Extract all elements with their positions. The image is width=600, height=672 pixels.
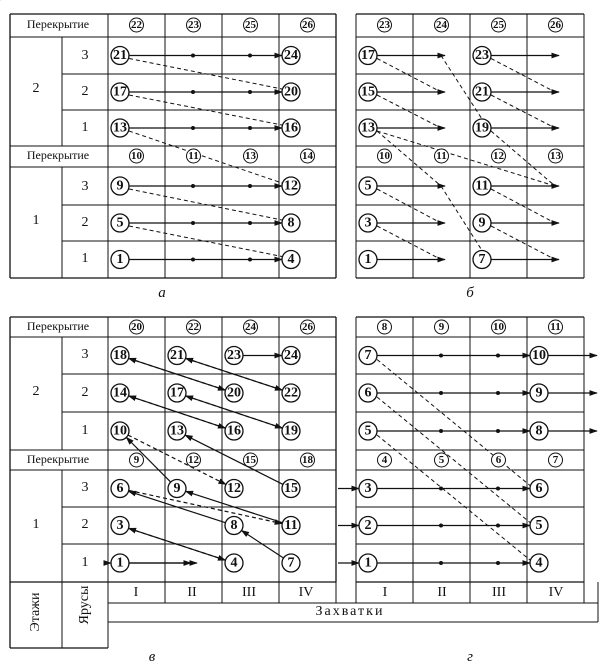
work-node-number-panel-a: 8 [287,215,295,231]
section-label-panel-v: I [133,585,139,601]
flow-dot-panel-g [496,429,500,433]
flow-dot-panel-a [191,90,195,94]
flow-dot-panel-g [496,354,500,358]
work-node-number-panel-g: 5 [535,518,543,534]
overlap-number-panel-v: 15 [245,454,256,467]
overlap-number-panel-v: 22 [188,321,199,334]
overlap-number-panel-v: 9 [133,454,140,467]
overlap-number-panel-g: 9 [438,321,445,334]
overlap-number-panel-v: 24 [245,321,256,334]
overlap-number-panel-b: 10 [379,150,390,163]
transfer-line-panel-a [129,131,282,183]
overlap-number-panel-g: 7 [552,454,559,467]
section-label-panel-g: II [437,585,447,601]
panel-v-tier-label: 1 [81,423,89,439]
overlap-number-panel-g: 8 [381,321,388,334]
overlap-number-panel-a: 10 [131,150,142,163]
panel-a-tier-label: 1 [81,120,89,136]
panel-a-tier-label: 1 [81,251,89,267]
overlap-number-panel-g: 6 [495,454,502,467]
work-node-number-panel-v: 21 [170,348,184,364]
overlap-number-panel-a: 25 [245,19,256,32]
flow-dot-panel-a [248,184,252,188]
section-label-panel-g: IV [548,585,564,601]
work-node-number-panel-a: 20 [284,84,298,100]
flow-dot-panel-a [191,126,195,130]
work-node-number-panel-b: 13 [361,120,375,136]
work-node-number-panel-b: 1 [364,252,372,268]
panel-v-floor-1-label: 1 [32,517,40,533]
overlap-number-panel-b: 11 [436,150,447,163]
flow-dot-panel-a [191,221,195,225]
work-node-number-panel-b: 9 [478,215,486,231]
panel-v-lower-overlap-label: Перекрытие [26,451,90,466]
work-node-number-panel-a: 12 [284,178,298,194]
flow-dot-panel-a [191,258,195,262]
flow-dot-panel-g [496,391,500,395]
panel-a-tier-label: 3 [81,179,89,195]
work-node-number-panel-v: 22 [284,385,298,401]
work-node-number-panel-v: 14 [113,385,127,401]
transfer-line-panel-b [491,95,555,128]
transfer-line-panel-b [377,59,441,93]
work-node-number-panel-g: 3 [364,481,372,497]
caption-panel-b: б [466,285,474,301]
flow-dot-panel-g [496,487,500,491]
work-node-number-panel-v: 18 [113,348,127,364]
caption-panel-a: а [158,285,166,301]
flow-dot-panel-g [439,524,443,528]
section-label-panel-g: I [382,585,388,601]
transfer-line-panel-b [377,226,441,260]
work-node-number-panel-a: 21 [113,48,127,64]
panel-v-tier-label: 3 [81,347,89,363]
overlap-number-panel-b: 12 [493,150,504,163]
flow-dot-panel-g [439,561,443,565]
floors-axis-label: Этажи [28,592,44,632]
work-node-number-panel-g: 10 [532,348,546,364]
work-node-number-panel-v: 13 [170,423,184,439]
work-node-number-panel-v: 6 [116,481,124,497]
overlap-number-panel-a: 23 [188,19,199,32]
overlap-number-panel-v: 12 [188,454,199,467]
overlap-number-panel-b: 23 [379,19,390,32]
work-node-number-panel-b: 19 [475,120,489,136]
transfer-line-panel-g [377,397,530,523]
transfer-line-panel-g [377,435,530,560]
transfer-line-panel-b [377,131,555,186]
work-node-number-panel-a: 13 [113,120,127,136]
work-node-number-panel-v: 1 [116,555,124,571]
section-label-panel-v: II [187,585,197,601]
flow-dot-panel-a [248,258,252,262]
work-node-number-panel-v: 20 [227,385,241,401]
work-node-number-panel-b: 7 [478,252,486,268]
grips-axis-label: Захватки [315,604,385,620]
panel-v-tier-label: 2 [81,385,89,401]
work-node-number-panel-a: 24 [284,48,298,64]
work-node-number-panel-v: 24 [284,348,298,364]
transfer-line-panel-b [377,95,441,128]
work-node-number-panel-b: 23 [475,48,489,64]
work-node-number-panel-g: 1 [364,555,372,571]
overlap-number-panel-g: 10 [493,321,504,334]
overlap-number-panel-a: 11 [188,150,199,163]
work-node-number-panel-b: 5 [364,178,372,194]
work-node-number-panel-b: 21 [475,84,489,100]
transfer-line-panel-g [377,360,530,486]
overlap-number-panel-a: 26 [302,19,313,32]
section-label-panel-g: III [492,585,506,601]
work-node-number-panel-v: 15 [284,481,298,497]
flow-dot-panel-g [496,524,500,528]
panel-a-tier-label: 2 [81,215,89,231]
transfer-line-panel-b [491,59,555,93]
overlap-number-panel-g: 5 [438,454,445,467]
work-node-number-panel-v: 3 [116,518,124,534]
flow-dot-panel-a [191,184,195,188]
work-node-number-panel-b: 15 [361,84,375,100]
flow-dot-panel-g [439,391,443,395]
work-node-number-panel-v: 19 [284,423,298,439]
section-label-panel-v: III [242,585,256,601]
work-node-number-panel-g: 4 [535,555,543,571]
work-node-number-panel-b: 17 [361,48,375,64]
flow-dot-panel-a [248,126,252,130]
work-node-number-panel-a: 16 [284,120,298,136]
work-node-number-panel-g: 7 [364,348,372,364]
work-node-number-panel-v: 9 [173,481,181,497]
work-node-number-panel-v: 12 [227,481,241,497]
panel-v-upper-overlap-label: Перекрытие [26,318,90,333]
panel-a-floor-2-label: 2 [32,81,40,97]
work-node-number-panel-v: 7 [287,555,295,571]
flow-dot-panel-a [248,54,252,58]
work-node-number-panel-v: 4 [230,555,238,571]
work-node-number-panel-b: 3 [364,215,372,231]
flow-dot-panel-a [248,221,252,225]
overlap-number-panel-v: 26 [302,321,313,334]
work-node-number-panel-g: 6 [535,481,543,497]
panel-a-floor-1-label: 1 [32,213,40,229]
overlap-number-panel-g: 11 [550,321,561,334]
transfer-line-panel-b [491,189,555,223]
overlap-number-panel-a: 22 [131,19,142,32]
flow-dot-panel-a [191,54,195,58]
work-node-number-panel-b: 11 [475,178,489,194]
work-node-number-panel-a: 1 [116,252,124,268]
overlap-number-panel-v: 20 [131,321,142,334]
overlap-number-panel-a: 13 [245,150,256,163]
flow-dot-panel-g [439,354,443,358]
panel-v-floor-2-label: 2 [32,384,40,400]
caption-panel-v: в [148,649,156,665]
overlap-number-panel-v: 18 [302,454,313,467]
panel-a-lower-overlap-label: Перекрытие [26,147,90,162]
panel-a-upper-overlap-label: Перекрытие [26,16,90,31]
work-node-number-panel-g: 2 [364,518,372,534]
work-node-number-panel-v: 16 [227,423,241,439]
overlap-number-panel-b: 24 [436,19,447,32]
flow-dot-panel-g [496,561,500,565]
overlap-number-panel-a: 14 [302,150,313,163]
work-node-number-panel-g: 6 [364,385,372,401]
panel-v-tier-label: 2 [81,517,89,533]
flow-dot-panel-g [439,429,443,433]
panel-v-tier-label: 3 [81,480,89,496]
panel-a-tier-label: 2 [81,84,89,100]
overlap-number-panel-g: 4 [381,454,388,467]
overlap-number-panel-b: 25 [493,19,504,32]
panel-v-tier-label: 1 [81,555,89,571]
overlap-number-panel-b: 13 [550,150,561,163]
tiers-axis-label: Ярусы [77,585,93,625]
work-node-number-panel-g: 8 [535,423,543,439]
work-node-number-panel-a: 4 [287,252,295,268]
flow-dot-panel-a [248,90,252,94]
work-node-number-panel-a: 9 [116,178,124,194]
transfer-line-panel-b [491,226,555,260]
work-node-number-panel-g: 9 [535,385,543,401]
panel-a-tier-label: 3 [81,48,89,64]
work-node-number-panel-a: 17 [113,84,127,100]
work-node-number-panel-v: 10 [113,423,127,439]
work-node-number-panel-v: 17 [170,385,184,401]
work-node-number-panel-a: 5 [116,215,124,231]
overlap-number-panel-b: 26 [550,19,561,32]
work-node-number-panel-v: 8 [230,518,238,534]
work-node-number-panel-v: 23 [227,348,241,364]
section-label-panel-v: IV [298,585,314,601]
work-node-number-panel-g: 5 [364,423,372,439]
work-node-number-panel-v: 11 [284,518,298,534]
transfer-line-panel-b [377,189,441,223]
caption-panel-g: г [467,649,473,665]
